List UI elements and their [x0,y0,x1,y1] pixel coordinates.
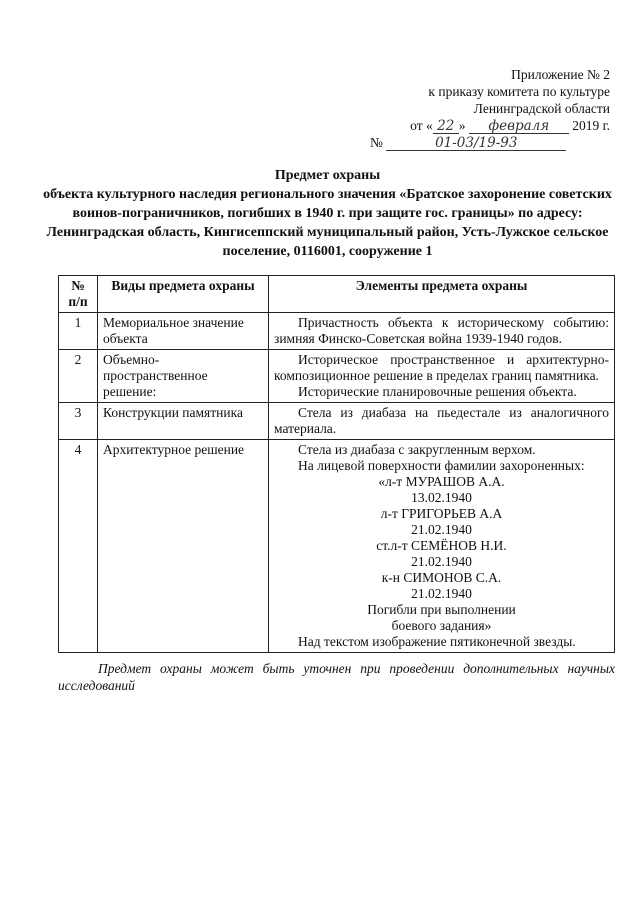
date-day: 22 [433,119,459,134]
header-elements: Элементы предмета охраны [269,276,615,313]
date-month: февраля [469,119,569,134]
inscription-line: 21.02.1940 [411,586,472,601]
inscription-line: ст.л-т СЕМЁНОВ Н.И. [376,538,507,553]
protection-table [58,275,615,653]
inscription-line: «л-т МУРАШОВ А.А. [378,474,505,489]
order-number: № 01-03/19-93 [370,134,610,151]
inscription-line: 21.02.1940 [411,522,472,537]
order-reference: к приказу комитета по культуре [428,84,610,99]
inscription-line: 21.02.1940 [411,554,472,569]
header-num: № п/п [59,276,98,313]
title-heading: Предмет охраны [274,168,381,183]
table-row: 1 Мемориальное значение объекта Причастность объекта к историческому событию: зимняя Финско-Советская война 1939-1940 годов. [59,313,615,350]
header-kind: Виды предмета охраны [98,276,269,313]
inscription-line: к-н СИМОНОВ С.А. [381,570,502,585]
inscription-line: 13.02.1940 [411,490,472,505]
inscription-line: Погибли при выполнении [367,602,516,617]
order-date: от « 22 » февраля 2019 г. [410,118,610,134]
appendix-header [370,66,610,151]
inscription-line: л-т ГРИГОРЬЕВ А.А [380,506,503,521]
region-name: Ленинградской области [473,101,610,116]
table-header-row [59,276,615,313]
document-title [40,166,615,261]
title-object: объекта культурного наследия регионального значения «Братское захоронение советских воинов-пограничников, погибших в 1940 г. при защите гос. границы» по адресу: Ленинградская область, Кингисеппский муниципальный район, Усть-Лужское сельское поселение, 0116001, сооружение 1 [43,187,612,259]
date-year: 2019 г. [572,118,610,133]
table-row: 2 Объемно-пространственное решение: Историческое пространственное и архитектурно-композиционное решение в пределах границ памятника. Исторические планировочные решения объекта. [59,350,615,403]
inscription-line: боевого задания» [391,618,492,633]
table-row: 3 Конструкции памятника Стела из диабаза на пьедестале из аналогичного материала. [59,403,615,440]
appendix-number: Приложение № 2 [511,67,610,82]
footer-note: Предмет охраны может быть уточнен при проведении дополнительных научных исследований [58,661,615,693]
order-number-value: 01-03/19-93 [386,136,566,151]
table-row: 4 Архитектурное решение Стела из диабаза с закругленным верхом. На лицевой поверхности фамилии захороненных: «л-т МУРАШОВ А.А. 13.02.1940 л-т ГРИГОРЬЕВ А.А 21.02.1940 ст.л-т СЕМЁНОВ Н.И. 21.02.1940 к-н СИМОНОВ С.А. 21.02.1940 Погибли при выполнении боевого задания» Над текстом изображение пятиконечной звезды. [59,440,615,653]
